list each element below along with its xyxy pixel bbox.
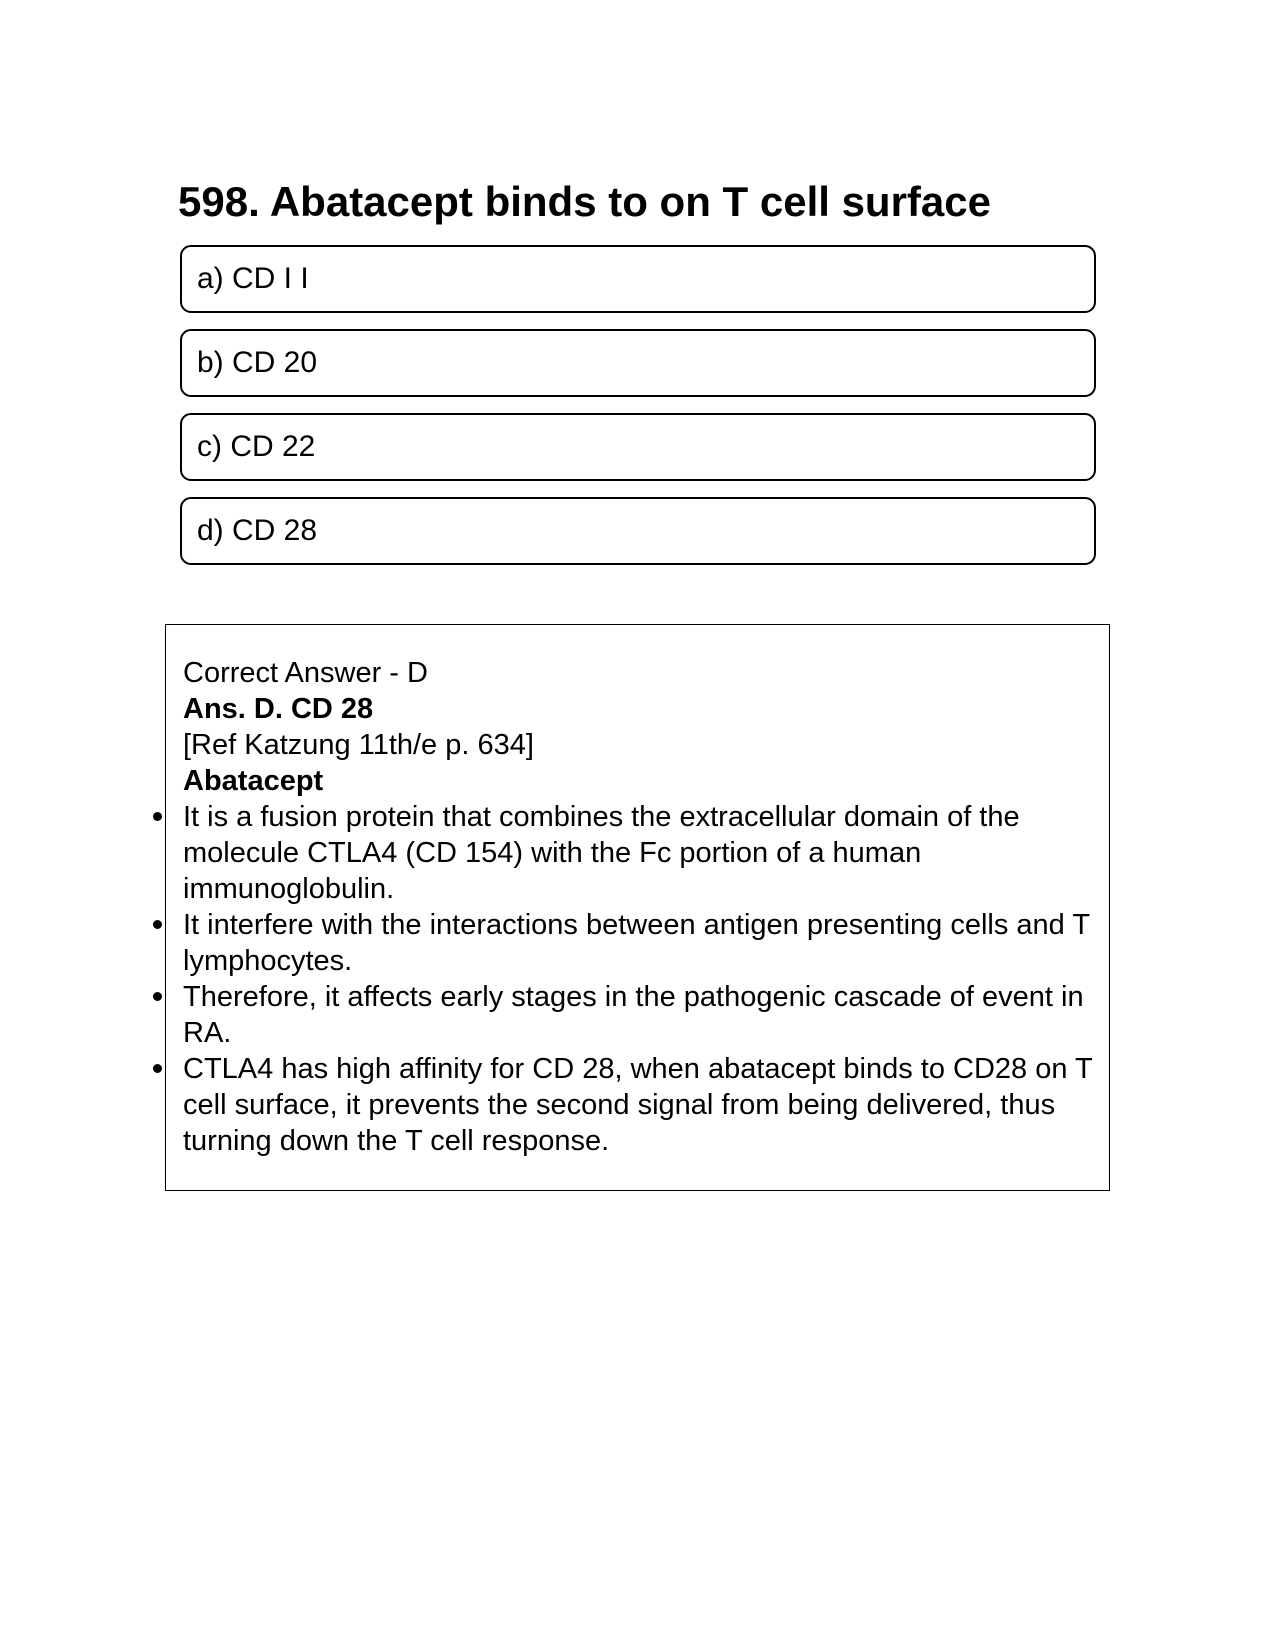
bullet-icon <box>151 799 165 835</box>
correct-answer-line: Correct Answer - D <box>183 657 428 689</box>
explanation-point-text: CTLA4 has high affinity for CD 28, when abatacept binds to CD28 on T cell surface, it prevents the second signal from being delivered, thus turning down the T cell response. <box>183 1053 1093 1157</box>
answer-explanation-box <box>165 624 1110 1191</box>
explanation-point <box>183 1051 1095 1159</box>
explanation-point <box>183 907 1095 979</box>
bullet-icon <box>151 1051 165 1087</box>
explanation-point-text: It interfere with the interactions between antigen presenting cells and T lymphocytes. <box>183 909 1090 977</box>
bullet-icon <box>151 907 165 943</box>
explanation-point <box>183 979 1095 1051</box>
question-title: 598. Abatacept binds to on T cell surface <box>178 178 991 225</box>
explanation-point <box>183 799 1095 907</box>
option-b[interactable]: b) CD 20 <box>180 329 1096 397</box>
option-c[interactable]: c) CD 22 <box>180 413 1096 481</box>
explanation-point-text: It is a fusion protein that combines the extracellular domain of the molecule CTLA4 (CD 154) with the Fc portion of a human immunoglobulin. <box>183 801 1020 905</box>
options-list <box>180 245 1096 581</box>
reference-line: [Ref Katzung 11th/e p. 634] <box>183 729 534 761</box>
answer-heading: Ans. D. CD 28 <box>183 693 374 725</box>
bullet-icon <box>151 979 165 1015</box>
topic-heading: Abatacept <box>183 765 324 797</box>
explanation-points <box>183 799 1095 1159</box>
option-a[interactable]: a) CD I I <box>180 245 1096 313</box>
option-d[interactable]: d) CD 28 <box>180 497 1096 565</box>
explanation-point-text: Therefore, it affects early stages in the pathogenic cascade of event in RA. <box>183 981 1084 1049</box>
